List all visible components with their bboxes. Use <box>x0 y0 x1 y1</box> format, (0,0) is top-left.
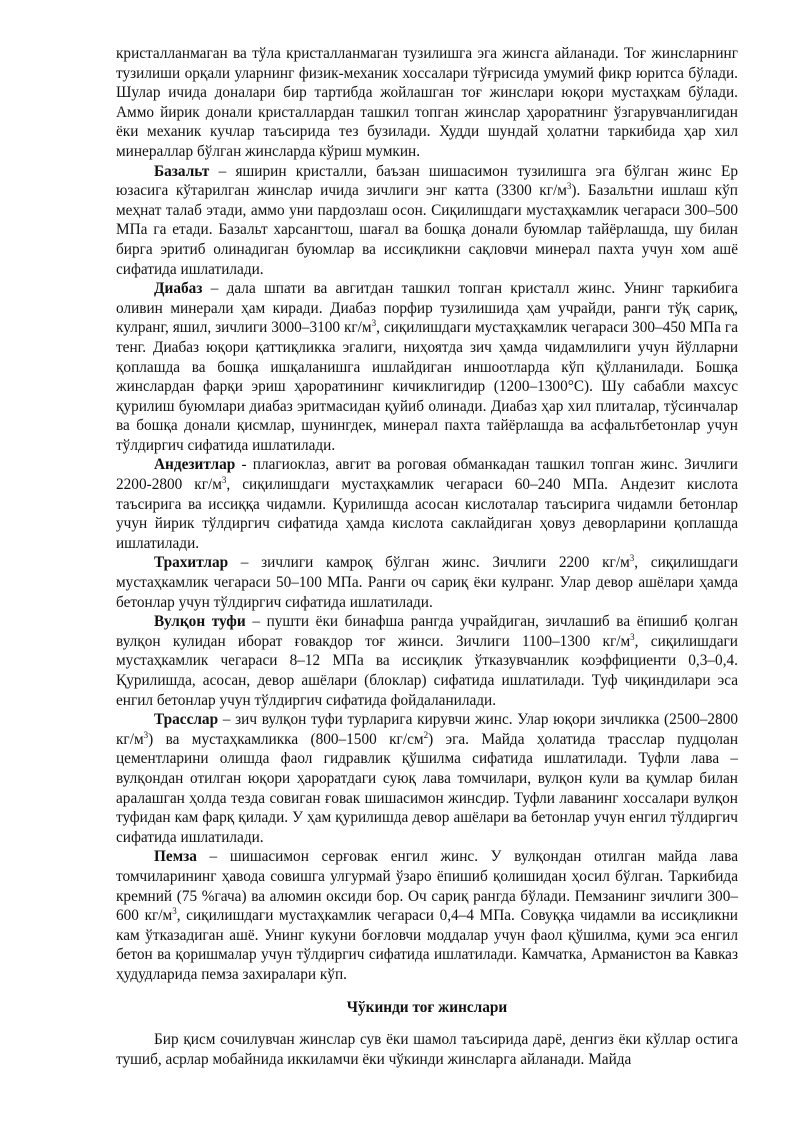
andesite-term: Андезитлар <box>154 456 236 474</box>
trass-term: Трасслар <box>154 711 219 729</box>
basalt-term: Базальт <box>154 162 210 180</box>
basalt-paragraph <box>116 162 738 280</box>
intro-paragraph: кристалланмаган ва тўла кристалланмаган тузилишга эга жинсга айланади. Тоғ жинсларнинг тузилиши орқали уларнинг физик-механик хоссалари тўғрисида умумий фикр юритса бўлади. Шулар ичида доналари бир тартибда жойлашган тоғ жинслари юқори мустаҳкам бўлади. Аммо йирик донали кристаллардан ташкил топган жинслар ҳароратнинг ўзгарувчанлигидан ёки механик кучлар таъсирида тез бузилади. Худди шундай ҳолатни таркибида ҳар хил минераллар бўлган жинсларда кўриш мумкин. <box>116 45 738 160</box>
trass-sup-area: 2 <box>423 729 429 740</box>
pumice-sup: 3 <box>172 906 177 917</box>
tuff-term: Вулқон туфи <box>154 613 246 631</box>
trachyte-text-b: , сиқилишдаги мустаҳкамлик чегараси 50–100 МПа. Ранги оч сариқ ёки кулранг. Улар девор ашёлари ҳамда бетонлар учун тўлдиргич сифатида ишлатилади. <box>116 554 739 611</box>
diabase-term: Диабаз <box>154 280 203 298</box>
andesite-sup: 3 <box>221 475 227 486</box>
diabase-sup: 3 <box>371 318 377 329</box>
pumice-text-b: , сиқилишдаги мустаҳкамлик чегараси 0,4–4 МПа. Совуққа чидамли ва иссиқликни кам ўтказадиган ашё. Унинг кукуни боғловчи моддалар учун фаол қўшилма, қуми эса енгил бетон ва қоришмалар учун тўлдиргич сифатида ишлатилади. Камчатка, Арманистон ва Кавказ ҳудудларида пемза захиралари кўп. <box>116 907 738 983</box>
trachyte-term: Трахитлар <box>154 554 229 572</box>
section-heading: Чўкинди тоғ жинслари <box>346 998 508 1016</box>
diabase-paragraph <box>116 279 738 455</box>
pumice-paragraph <box>116 847 738 984</box>
basalt-text-b: ). Базальтни ишлаш кўп меҳнат талаб этади, аммо уни пардозлаш осон. Сиқилишдаги мустаҳкамлик чегараси 300–500 МПа га етади. Базальт харсангтош, шағал ва бошқа донали буюмлар тайёрлашда, шу билан бирга эритиб олинадиган буюмлар ва иссиқликни сақловчи минерал пахта учун хом ашё сифатида ишлатилади. <box>116 182 738 278</box>
trass-text-a: – зич вулқон туфи турларига кирувчи жинс. Улар юқори зичликка (2500–2800 кг/м <box>116 711 738 748</box>
sedimentary-paragraph: Бир қисм сочилувчан жинслар сув ёки шамол таъсирида дарё, денгиз ёки кўллар остига тушиб, асрлар мобайнида иккиламчи ёки чўкинди жинсларга айланади. Майда <box>116 1031 738 1068</box>
pumice-text-a: – шишасимон серғовак енгил жинс. У вулқондан отилган майда лава томчиларининг ҳавода совишга улгурмай ўзаро ёпишиб қолишидан ҳосил бўлган. Таркибида кремний (75 %гача) ва алюмин оксиди бор. Оч сариқ рангда бўлади. Пемзанинг зичлиги 300–600 кг/м <box>116 848 738 925</box>
trachyte-sup: 3 <box>629 553 635 564</box>
diabase-text-a: – дала шпати ва авгитдан ташкил топган кристалл жинс. Унинг таркибига оливин минерали ҳам киради. Диабаз порфир тузилишида ҳам учрайди, ранги тўқ сариқ, кулранг, яшил, зичлиги 3000–3100 кг/м <box>116 280 738 337</box>
tuff-paragraph <box>116 612 738 710</box>
andesite-text-a: - плагиоклаз, авгит ва роговая обманкадан ташкил топган жинс. Зичлиги 2200-2800 кг/м <box>116 456 738 494</box>
tuff-text-b: , сиқилишдаги мустаҳкамлик чегараси 8–12 МПа ва иссиқлик ўтказувчанлик коэффициенти 0,3–0,4. Қурилишда, асосан, девор ашёлари (блоклар) сифатида ишлатилади. Туф чиқиндилари эса енгил бетонлар учун тўлдиргич сифатида фойдаланилади. <box>116 632 738 709</box>
trass-sup-density: 3 <box>143 729 149 740</box>
tuff-sup: 3 <box>630 631 635 642</box>
basalt-text-a: – яширин кристалли, баъзан шишасимон тузилишга эга бўлган жинс Ер юзасига кўтарилган жинслар ичида зичлиги энг катта (3300 кг/м <box>116 162 738 200</box>
basalt-sup: 3 <box>566 181 572 192</box>
pumice-term: Пемза <box>154 848 197 866</box>
trass-text-b: ) ва мустаҳкамликка (800–1500 кг/см <box>148 730 424 748</box>
diabase-text-b: , сиқилишдаги мустаҳкамлик чегараси 300–450 МПа га тенг. Диабаз юқори қаттиқликка эгалиги, ниҳоятда зич ҳамда чидамлилиги учун йўлларни қоплашда ва бошқа ишқаланишга ишлайдиган иншоотларда кўп қўлланилади. Бошқа жинслардан фарқи эриш ҳароратининг кичиклигидир (1200–1300°С). Шу сабабли махсус қурилиш буюмлари диабаз эритмасидан қуйиб олинади. Диабаз ҳар хил плиталар, тўсинчалар ва бошқа донали қисмлар, шунингдек, минерал пахта тайёрлашда ва асфальтбетонлар учун тўлдиргич сифатида ишлатилади. <box>116 319 738 454</box>
trachyte-paragraph <box>116 553 738 612</box>
trass-paragraph <box>116 710 738 847</box>
tuff-text-a: – пушти ёки бинафша рангда учрайдиган, зичлашиб ва ёпишиб қолган вулқон кулидан иборат ғовакдор тоғ жинси. Зичлиги 1100–1300 кг/м <box>116 613 738 650</box>
andesite-paragraph <box>116 455 738 553</box>
trass-text-c: ) эга. Майда ҳолатида трасслар пудцолан цементларини олишда фаол гидравлик қўшилма сифатида ишлатилади. Туфли лава – вулқондан отилган юқори ҳароратдаги суюқ лава томчилари, вулқон кули ва қумлар билан аралашган ҳолда тезда совиган ғовак шишасимон жинсдир. Туфли лаванинг хоссалари вулқон туфидан кам фарқ қилади. У ҳам қурилишда девор ашёлари ва бетонлар учун енгил тўлдиргич сифатида ишлатилади. <box>116 730 739 846</box>
andesite-text-b: , сиқилишдаги мустаҳкамлик чегараси 60–240 МПа. Андезит кислота таъсирига ва иссиққа чидамли. Қурилишда асосан кислоталар таъсирига чидамли бетонлар учун йирик тўлдиргич сифатида ҳамда кислота саклайдиган ҳовуз деворларини қоплашда ишлатилади. <box>116 476 738 552</box>
trachyte-text-a: – зичлиги камроқ бўлган жинс. Зичлиги 2200 кг/м <box>228 554 630 572</box>
